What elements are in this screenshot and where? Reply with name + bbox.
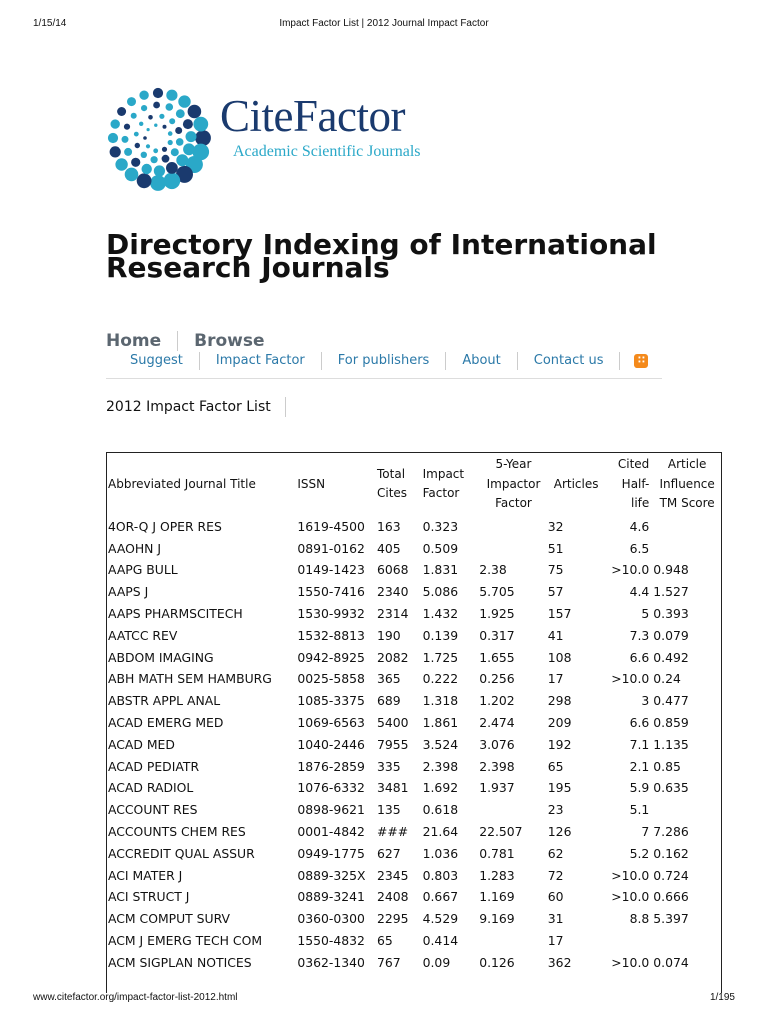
cell-cited-half-life: 5.1: [629, 802, 650, 818]
cell-article-influence: [653, 516, 721, 538]
cell-5yr-impact: 9.169: [479, 911, 515, 927]
cell-articles: 72: [547, 867, 564, 883]
cell-articles: 62: [547, 845, 564, 861]
cell-impact-factor: 0.509: [422, 540, 459, 556]
print-url: www.citefactor.org/impact-factor-list-2012.html: [33, 992, 238, 1003]
cell-articles: 17: [547, 933, 564, 949]
cell-5yr-impact: 0.781: [479, 845, 515, 861]
cell-5yr-impact: [479, 799, 548, 821]
cell-cited-half-life: >10.0: [611, 671, 650, 687]
cell-5yr-impact: 2.398: [479, 758, 515, 774]
cell-title: ACAD MED: [108, 736, 175, 752]
cell-total-cites: 2345: [377, 867, 409, 883]
logo-dot: [166, 103, 174, 111]
logo-tagline: Academic Scientific Journals: [233, 143, 421, 160]
cell-impact-factor: 0.667: [422, 889, 459, 905]
cell-5yr-impact: 1.655: [479, 649, 515, 665]
cell-cited-half-life: 7: [641, 824, 650, 840]
cell-impact-factor: 5.086: [422, 584, 459, 600]
cell-impact-factor: 0.414: [422, 933, 459, 949]
cell-impact-factor: 0.323: [422, 518, 459, 534]
logo-dot: [139, 91, 148, 100]
cell-article-influence: 1.527: [653, 584, 689, 600]
cell-impact-factor: 1.831: [422, 562, 459, 578]
table-row: [107, 777, 721, 799]
logo-dot: [154, 165, 165, 176]
nav-divider: [177, 331, 178, 351]
cell-articles: 51: [547, 540, 564, 556]
cell-total-cites: 627: [377, 845, 401, 861]
cell-total-cites: 689: [377, 693, 401, 709]
logo-dot: [176, 154, 188, 166]
cell-articles: 209: [547, 715, 572, 731]
cell-5yr-impact: 5.705: [479, 584, 515, 600]
cell-impact-factor: 1.725: [422, 649, 459, 665]
cell-impact-factor: 1.318: [422, 693, 459, 709]
cell-cited-half-life: 4.4: [629, 584, 650, 600]
cell-5yr-impact: 3.076: [479, 736, 515, 752]
table-row: [107, 951, 721, 973]
logo-dot: [163, 125, 167, 129]
cell-title: AATCC REV: [108, 627, 178, 643]
cell-article-influence: 0.859: [653, 715, 689, 731]
cell-article-influence: [653, 537, 721, 559]
cell-5yr-impact: 2.474: [479, 715, 515, 731]
cell-5yr-impact: 22.507: [479, 824, 523, 840]
cell-cited-half-life: >10.0: [611, 562, 650, 578]
cell-articles: 108: [547, 649, 572, 665]
logo-dot: [141, 152, 147, 158]
logo-dot: [166, 162, 178, 174]
table-row: [107, 908, 721, 930]
col-header-total-cites: Total Cites: [377, 466, 408, 501]
cell-articles: 32: [547, 518, 564, 534]
cell-cited-half-life: 6.5: [629, 540, 650, 556]
cell-title: AAOHN J: [108, 540, 162, 556]
logo-dot: [122, 136, 129, 143]
logo-dot: [127, 97, 136, 106]
cell-article-influence: 0.666: [653, 889, 689, 905]
nav-browse[interactable]: Browse: [194, 331, 265, 351]
table-row: [107, 733, 721, 755]
cell-total-cites: 2314: [377, 606, 409, 622]
page-headline: Directory Indexing of International Research Journals: [106, 228, 657, 284]
cell-issn: 1550-4832: [297, 933, 365, 949]
nav-divider-line: [106, 378, 662, 379]
cell-impact-factor: 1.692: [422, 780, 459, 796]
cell-5yr-impact: 1.283: [479, 867, 515, 883]
cell-5yr-impact: 1.202: [479, 693, 515, 709]
sub-nav: [114, 352, 648, 370]
cell-article-influence: 0.24: [653, 671, 681, 687]
logo-dot: [171, 148, 179, 156]
logo-dot: [169, 118, 175, 124]
cell-article-influence: 0.492: [653, 649, 689, 665]
cell-title: ACI STRUCT J: [108, 889, 190, 905]
cell-title: 4OR-Q J OPER RES: [108, 518, 222, 534]
cell-articles: 157: [547, 606, 572, 622]
table-row: [107, 799, 721, 821]
logo-dot: [124, 124, 130, 130]
cell-issn: 0362-1340: [297, 954, 365, 970]
logo-dot: [142, 164, 152, 174]
cell-5yr-impact: [479, 537, 548, 559]
cell-cited-half-life: 7.3: [629, 627, 650, 643]
list-title: 2012 Impact Factor List: [106, 397, 286, 417]
cell-title: AAPS PHARMSCITECH: [108, 606, 243, 622]
cell-cited-half-life: 3: [641, 693, 650, 709]
cell-5yr-impact: [479, 930, 548, 952]
cell-articles: 23: [547, 802, 564, 818]
cell-5yr-impact: 0.317: [479, 627, 515, 643]
logo-dot: [135, 143, 140, 148]
cell-5yr-impact: [479, 516, 548, 538]
cell-impact-factor: 0.09: [422, 954, 451, 970]
logo-dot: [139, 122, 143, 126]
logo-dot: [115, 158, 127, 170]
cell-issn: 1076-6332: [297, 780, 365, 796]
cell-title: ACM J EMERG TECH COM: [108, 933, 263, 949]
cell-article-influence: 0.724: [653, 867, 689, 883]
logo-dot: [183, 119, 193, 129]
cell-title: ACCREDIT QUAL ASSUR: [108, 845, 255, 861]
cell-article-influence: 0.074: [653, 954, 689, 970]
logo-dot: [153, 88, 163, 98]
table-row: [107, 646, 721, 668]
table-row: [107, 930, 721, 952]
cell-5yr-impact: 0.256: [479, 671, 515, 687]
cell-issn: 0889-3241: [297, 889, 365, 905]
cell-articles: 41: [547, 627, 564, 643]
cell-impact-factor: 1.861: [422, 715, 459, 731]
cell-articles: 126: [547, 824, 572, 840]
cell-issn: 1876-2859: [297, 758, 365, 774]
table-header-row: [107, 453, 721, 516]
cell-cited-half-life: >10.0: [611, 954, 650, 970]
logo-dot: [146, 144, 150, 148]
logo-dot: [193, 117, 208, 132]
logo-dot: [131, 113, 137, 119]
table-row: [107, 559, 721, 581]
logo-dot: [134, 132, 139, 137]
cell-impact-factor: 0.618: [422, 802, 459, 818]
cell-cited-half-life: 8.8: [629, 911, 650, 927]
table-row: [107, 842, 721, 864]
cell-5yr-impact: 1.925: [479, 606, 515, 622]
cell-total-cites: 2340: [377, 584, 409, 600]
col-header-article-influence: Article Influence TM Score: [659, 457, 715, 510]
col-header-cited-half-life: Cited Half-life: [617, 457, 650, 510]
cell-article-influence: 5.397: [653, 911, 689, 927]
logo-dot: [111, 119, 120, 128]
cell-total-cites: 190: [377, 627, 401, 643]
cell-issn: 0149-1423: [297, 562, 365, 578]
impact-factor-table: [106, 452, 722, 993]
logo-dot: [164, 173, 181, 190]
logo-dot: [154, 124, 157, 127]
cell-cited-half-life: >10.0: [611, 867, 650, 883]
cell-title: ACM SIGPLAN NOTICES: [108, 954, 252, 970]
cell-5yr-impact: 0.126: [479, 954, 515, 970]
cell-total-cites: 2295: [377, 911, 409, 927]
cell-articles: 60: [547, 889, 564, 905]
logo-dot: [176, 109, 185, 118]
cell-article-influence: [653, 799, 721, 821]
cell-title: ABH MATH SEM HAMBURG: [108, 671, 272, 687]
cell-cited-half-life: 4.6: [629, 518, 650, 534]
table-row: [107, 537, 721, 559]
cell-article-influence: 7.286: [653, 824, 689, 840]
cell-total-cites: 2082: [377, 649, 409, 665]
cell-articles: 298: [547, 693, 572, 709]
cell-issn: 0949-1775: [297, 845, 365, 861]
logo-dot: [168, 140, 173, 145]
logo-dot: [117, 107, 126, 116]
cell-total-cites: 135: [377, 802, 401, 818]
logo-dot: [141, 105, 147, 111]
logo-dot: [147, 128, 150, 131]
logo-dot: [153, 148, 158, 153]
cell-title: ACI MATER J: [108, 867, 183, 883]
cell-cited-half-life: 5.9: [629, 780, 650, 796]
logo-dot: [188, 105, 202, 119]
cell-total-cites: ###: [377, 824, 409, 840]
cell-article-influence: 0.635: [653, 780, 689, 796]
cell-impact-factor: 0.803: [422, 867, 459, 883]
logo-dot: [175, 127, 182, 134]
cell-issn: 1550-7416: [297, 584, 365, 600]
logo-dot: [183, 143, 195, 155]
cell-articles: 17: [547, 671, 564, 687]
cell-total-cites: 405: [377, 540, 401, 556]
logo-dot: [108, 133, 118, 143]
cell-5yr-impact: 1.169: [479, 889, 515, 905]
cell-articles: 192: [547, 736, 572, 752]
cell-title: ABDOM IMAGING: [108, 649, 214, 665]
cell-title: ACAD PEDIATR: [108, 758, 200, 774]
logo-dot: [186, 131, 197, 142]
cell-impact-factor: 1.432: [422, 606, 459, 622]
table-row: [107, 712, 721, 734]
logo-dot: [150, 175, 166, 191]
logo-dot: [162, 155, 170, 163]
cell-total-cites: 5400: [377, 715, 409, 731]
logo-dot: [176, 138, 184, 146]
main-nav: [106, 331, 265, 351]
cell-issn: 0889-325X: [297, 867, 366, 883]
logo-dot: [151, 156, 158, 163]
cell-total-cites: 335: [377, 758, 401, 774]
cell-total-cites: 65: [377, 933, 393, 949]
logo-dot: [125, 168, 139, 182]
cell-total-cites: 365: [377, 671, 401, 687]
print-doc-title: Impact Factor List | 2012 Journal Impact Factor: [279, 18, 489, 29]
cell-title: ACCOUNT RES: [108, 802, 198, 818]
cell-issn: 0025-5858: [297, 671, 365, 687]
logo-dot: [148, 115, 153, 120]
table-row: [107, 624, 721, 646]
col-header-title: Abbreviated Journal Title: [108, 476, 256, 491]
cell-cited-half-life: 6.6: [629, 649, 650, 665]
cell-issn: 0360-0300: [297, 911, 365, 927]
cell-articles: 31: [547, 911, 564, 927]
print-page-number: 1/195: [709, 992, 735, 1003]
logo-dot: [195, 130, 211, 146]
cell-title: ABSTR APPL ANAL: [108, 693, 221, 709]
logo-dot: [124, 148, 132, 156]
cell-issn: 0001-4842: [297, 824, 365, 840]
cell-cited-half-life: 2.1: [629, 758, 650, 774]
nav-home[interactable]: Home: [106, 331, 162, 351]
cell-5yr-impact: 2.38: [479, 562, 507, 578]
cell-total-cites: 7955: [377, 736, 409, 752]
cell-issn: 0891-0162: [297, 540, 365, 556]
table-row: [107, 581, 721, 603]
table-row: [107, 886, 721, 908]
cell-cited-half-life: 5: [641, 606, 650, 622]
cell-issn: 1085-3375: [297, 693, 365, 709]
logo-dot: [131, 158, 140, 167]
cell-impact-factor: 21.64: [422, 824, 459, 840]
table-row: [107, 603, 721, 625]
cell-title: AAPS J: [108, 584, 149, 600]
cell-article-influence: [653, 930, 721, 952]
cell-total-cites: 2408: [377, 889, 409, 905]
table-row: [107, 668, 721, 690]
nav-about[interactable]: About: [446, 352, 517, 370]
cell-title: ACCOUNTS CHEM RES: [108, 824, 246, 840]
logo-dot: [153, 102, 160, 109]
cell-title: AAPG BULL: [108, 562, 178, 578]
logo-dot: [168, 131, 173, 136]
cell-impact-factor: 4.529: [422, 911, 459, 927]
logo-dot: [143, 136, 147, 140]
cell-issn: 1530-9932: [297, 606, 365, 622]
cell-article-influence: 0.079: [653, 627, 689, 643]
cell-article-influence: 0.85: [653, 758, 681, 774]
cell-title: ACAD EMERG MED: [108, 715, 224, 731]
table-row: [107, 864, 721, 886]
logo-dot: [137, 173, 152, 188]
cell-cited-half-life: 5.2: [629, 845, 650, 861]
cell-title: ACM COMPUT SURV: [108, 911, 231, 927]
col-header-articles: Articles: [553, 476, 599, 491]
cell-impact-factor: 1.036: [422, 845, 459, 861]
cell-article-influence: 0.948: [653, 562, 689, 578]
cell-article-influence: 0.393: [653, 606, 689, 622]
cell-cited-half-life: >10.0: [611, 889, 650, 905]
cell-article-influence: 0.477: [653, 693, 689, 709]
cell-articles: 57: [547, 584, 564, 600]
logo-dot: [178, 95, 190, 107]
nav-suggest[interactable]: Suggest: [114, 352, 200, 370]
cell-issn: 1532-8813: [297, 627, 365, 643]
cell-cited-half-life: 7.1: [629, 736, 650, 752]
nav-for-publishers[interactable]: For publishers: [322, 352, 447, 370]
cell-cited-half-life: 6.6: [629, 715, 650, 731]
cell-articles: 75: [547, 562, 564, 578]
cell-issn: 0898-9621: [297, 802, 365, 818]
cell-impact-factor: 0.139: [422, 627, 459, 643]
cell-issn: 0942-8925: [297, 649, 365, 665]
cell-impact-factor: 2.398: [422, 758, 459, 774]
cell-article-influence: 0.162: [653, 845, 689, 861]
table-row: [107, 821, 721, 843]
col-header-impact-factor: Impact Factor: [422, 466, 465, 501]
table-row: [107, 755, 721, 777]
cell-impact-factor: 3.524: [422, 736, 459, 752]
logo-dot: [110, 146, 121, 157]
print-date: 1/15/14: [33, 18, 67, 29]
table-row: [107, 690, 721, 712]
cell-total-cites: 3481: [377, 780, 409, 796]
cell-total-cites: 6068: [377, 562, 409, 578]
cell-total-cites: 163: [377, 518, 401, 534]
logo-name: CiteFactor: [220, 91, 405, 141]
cell-issn: 1040-2446: [297, 736, 365, 752]
cell-impact-factor: 0.222: [422, 671, 459, 687]
cell-title: ACAD RADIOL: [108, 780, 194, 796]
cell-total-cites: 767: [377, 954, 401, 970]
cell-cited-half-life: [604, 930, 653, 952]
nav-impact-factor[interactable]: Impact Factor: [200, 352, 322, 370]
cell-issn: 1069-6563: [297, 715, 365, 731]
cell-articles: 362: [547, 954, 572, 970]
cell-5yr-impact: 1.937: [479, 780, 515, 796]
cell-articles: 65: [547, 758, 564, 774]
logo-dot: [159, 114, 164, 119]
col-header-5yr-impact: 5-Year Impactor Factor: [486, 457, 541, 510]
table-row: [107, 516, 721, 538]
rss-icon[interactable]: ∷: [634, 354, 648, 368]
nav-contact-us[interactable]: Contact us: [518, 352, 621, 370]
col-header-issn: ISSN: [297, 476, 326, 491]
logo-dot: [166, 90, 177, 101]
cell-articles: 195: [547, 780, 572, 796]
cell-issn: 1619-4500: [297, 518, 365, 534]
cell-article-influence: 1.135: [653, 736, 689, 752]
logo-dot: [162, 147, 167, 152]
